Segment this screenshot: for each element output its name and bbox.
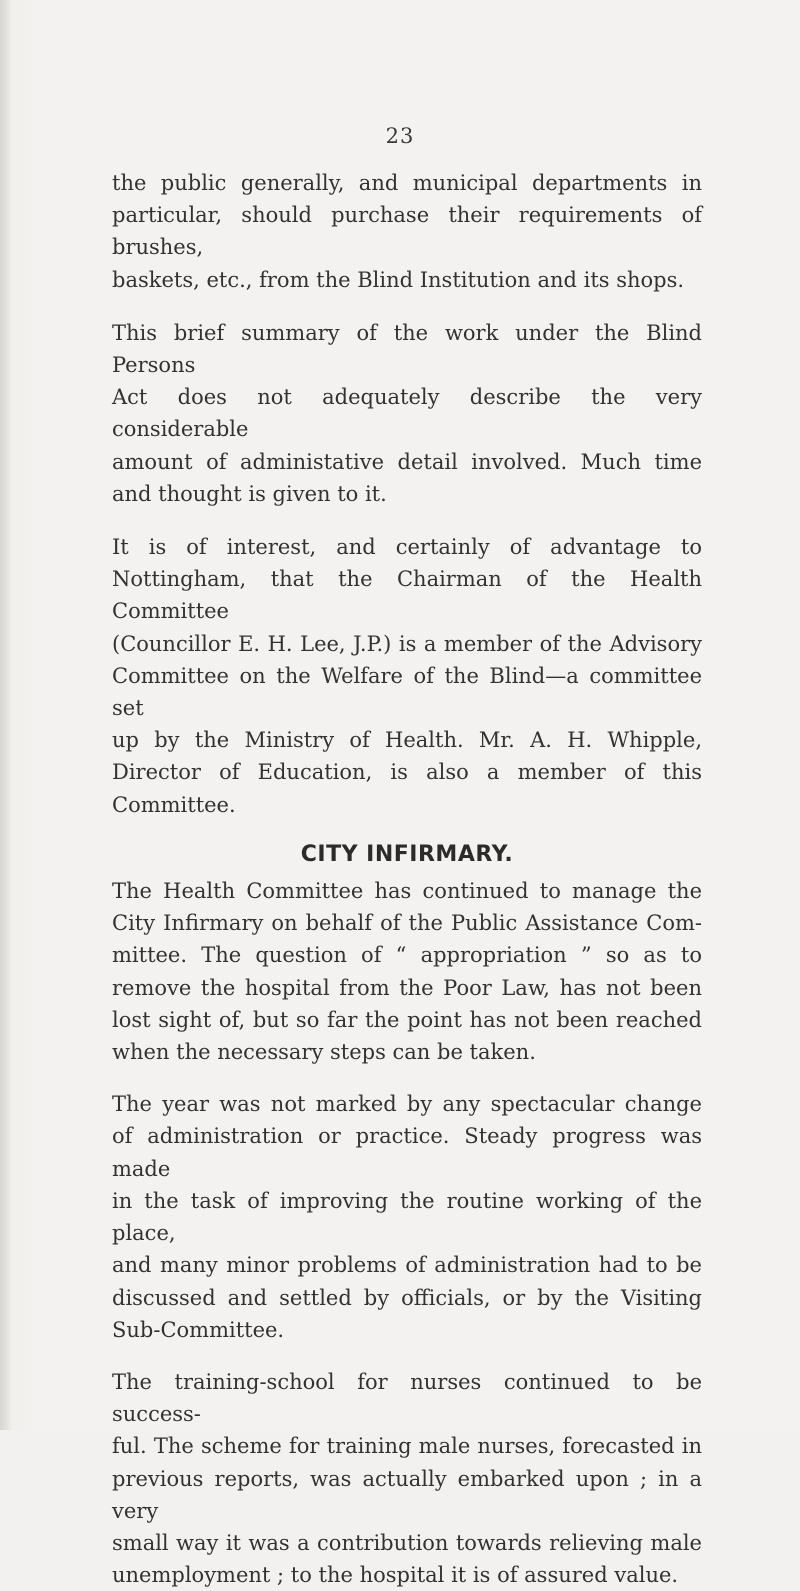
paragraph	[112, 875, 702, 1068]
text-line: the public generally, and municipal departments in	[112, 171, 702, 195]
paragraph	[112, 167, 702, 296]
text-line: small way it was a contribution towards relieving male	[112, 1530, 702, 1555]
paragraph	[112, 317, 702, 510]
text-line: City Infirmary on behalf of the Public Assistance Com-	[112, 911, 702, 936]
page-content	[112, 167, 702, 1591]
text-line: mittee. The question of “ appropriation ” so as to	[112, 943, 702, 968]
text-line: in the task of improving the routine working of the place,	[112, 1188, 702, 1246]
text-line: Committee on the Welfare of the Blind—a committee set	[112, 663, 702, 721]
text-line: (Councillor E. H. Lee, J.P.) is a member of the Advisory	[112, 631, 702, 656]
text-line: Sub-Committee.	[112, 1317, 285, 1342]
text-line: and many minor problems of administration had to be	[112, 1253, 702, 1278]
page-number: 23	[385, 124, 415, 148]
text-line: when the necessary steps can be taken.	[112, 1040, 536, 1065]
page-edge-shadow	[0, 0, 12, 1430]
text-line: lost sight of, but so far the point has not been reached	[112, 1007, 702, 1032]
text-line: unemployment ; to the hospital it is of assured value.	[112, 1563, 679, 1588]
paragraph	[112, 531, 702, 821]
text-line: Director of Education, is also a member of this Committee.	[112, 760, 702, 817]
text-line: The year was not marked by any spectacular change	[112, 1092, 702, 1117]
text-line: Act does not adequately describe the very considerable	[112, 385, 702, 442]
text-line: of administration or practice. Steady progress was made	[112, 1124, 702, 1181]
text-line: This brief summary of the work under the Blind Persons	[112, 320, 702, 378]
text-line: ful. The scheme for training male nurses, forecasted in	[112, 1434, 702, 1459]
text-line: remove the hospital from the Poor Law, has not been	[112, 975, 702, 1000]
text-line: up by the Ministry of Health. Mr. A. H. Whipple,	[112, 728, 702, 753]
text-line: and thought is given to it.	[112, 481, 387, 506]
text-line: It is of interest, and certainly of advantage to	[112, 535, 702, 560]
text-line: previous reports, was actually embarked upon ; in a very	[112, 1466, 702, 1523]
text-line: baskets, etc., from the Blind Institution and its shops.	[112, 267, 685, 292]
text-line: particular, should purchase their requirements of brushes,	[112, 203, 702, 260]
text-line: amount of administative detail involved. Much time	[112, 449, 702, 474]
text-line: The training-school for nurses continued to be success-	[112, 1369, 702, 1427]
text-line: Nottingham, that the Chairman of the Health Committee	[112, 567, 702, 624]
paragraph	[112, 1088, 702, 1346]
section-heading: CITY INFIRMARY.	[300, 841, 514, 867]
text-line: The Health Committee has continued to manage the	[112, 879, 702, 904]
text-line: discussed and settled by officials, or by the Visiting	[112, 1285, 702, 1310]
paragraph	[112, 1366, 702, 1591]
